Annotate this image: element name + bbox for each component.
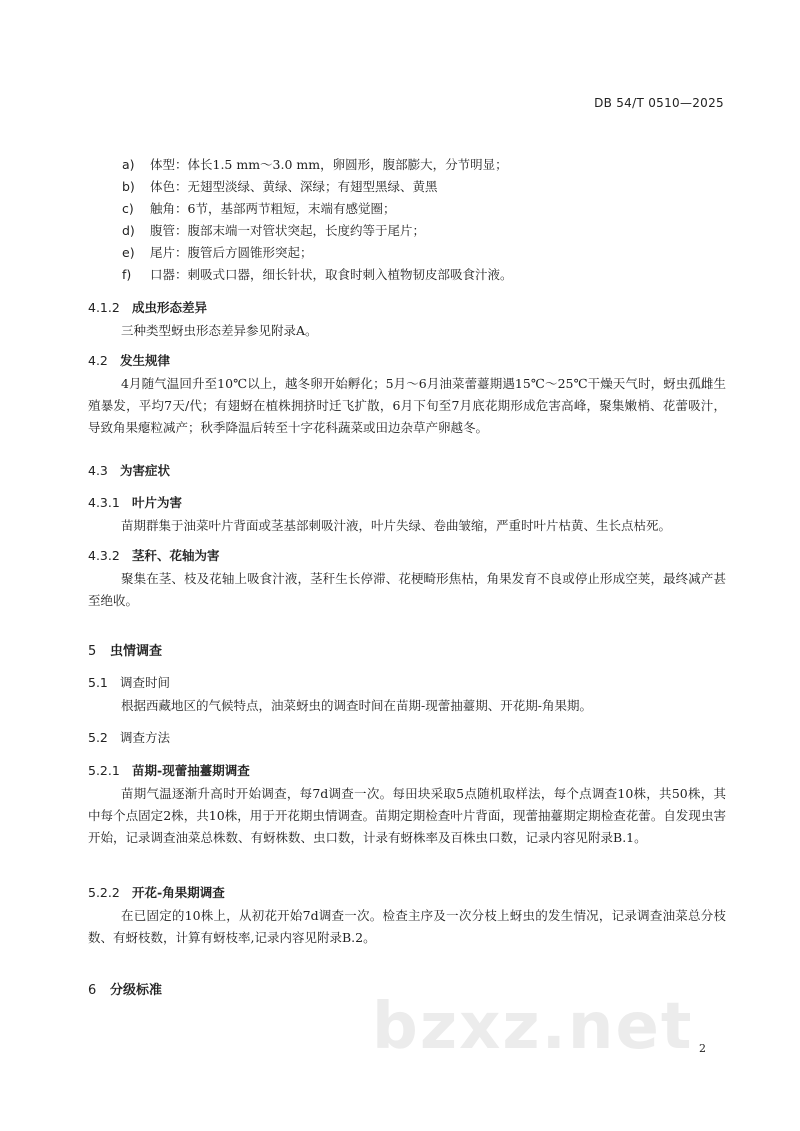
section-heading-5 [88, 640, 162, 659]
section-title: 调查时间 [120, 675, 171, 690]
list-marker: c) [122, 201, 134, 216]
section-number: 4.2 [88, 353, 108, 368]
list-item [122, 267, 513, 283]
section-heading-4-3 [88, 461, 170, 479]
section-title: 成虫形态差异 [132, 300, 208, 315]
section-heading-5-2-2 [88, 883, 225, 901]
standard-code: DB 54/T 0510—2025 [594, 96, 724, 110]
section-title: 调查方法 [120, 730, 171, 745]
watermark: bzxz.net [372, 990, 694, 1064]
section-title: 发生规律 [120, 353, 171, 368]
list-text: 口器：刺吸式口器，细长针状，取食时刺入植物韧皮部吸食汁液。 [150, 267, 513, 282]
section-body-5-2-2: 在已固定的10株上，从初花开始7d调查一次。检查主序及一次分枝上蚜虫的发生情况，记录调查油菜总分枝数、有蚜枝数，计算有蚜枝率,记录内容见附录B.2。 [88, 908, 726, 945]
section-body-4-3-1: 苗期群集于油菜叶片背面或茎基部刺吸汁液，叶片失绿、卷曲皱缩，严重时叶片枯黄、生长点枯死。 [121, 518, 672, 533]
list-text: 尾片：腹管后方圆锥形突起； [150, 245, 313, 260]
section-number: 4.3 [88, 463, 108, 478]
section-title: 开花-角果期调查 [132, 885, 225, 900]
section-heading-5-2 [88, 728, 170, 746]
section-body-5-2-1: 苗期气温逐渐升高时开始调查，每7d调查一次。每田块采取5点随机取样法，每个点调查10株，共50株，其中每个点固定2株，共10株，用于开花期虫情调查。苗期定期检查叶片背面，现蕾抽薹期定期检查花蕾。自发现虫害开始，记录调查油菜总株数、有蚜株数、虫口数，计录有蚜株率及百株虫口数，记录内容见附录B.1。 [88, 786, 726, 845]
list-text: 体型：体长1.5 mm～3.0 mm，卵圆形，腹部膨大，分节明显； [150, 157, 508, 172]
section-heading-4-2 [88, 351, 170, 369]
section-heading-4-3-1 [88, 493, 182, 511]
section-number: 5.2.2 [88, 885, 120, 900]
list-marker: a) [122, 157, 135, 172]
section-number: 5.1 [88, 675, 108, 690]
section-number: 5.2 [88, 730, 108, 745]
section-number: 5.2.1 [88, 763, 120, 778]
list-item [122, 157, 508, 173]
section-body-4-3-2: 聚集在茎、枝及花轴上吸食汁液，茎秆生长停滞、花梗畸形焦枯，角果发育不良或停止形成空荚，最终减产甚至绝收。 [88, 571, 726, 608]
list-marker: e) [122, 245, 135, 260]
section-heading-5-1 [88, 673, 170, 691]
section-title: 叶片为害 [132, 495, 183, 510]
section-title: 为害症状 [120, 463, 171, 478]
section-heading-5-2-1 [88, 761, 250, 779]
section-title: 苗期-现蕾抽薹期调查 [132, 763, 250, 778]
list-text: 触角：6节，基部两节粗短，末端有感觉圈； [150, 201, 396, 216]
list-marker: d) [122, 223, 135, 238]
page-number: 2 [699, 1042, 706, 1055]
section-number: 5 [88, 644, 97, 659]
section-number: 4.3.2 [88, 548, 120, 563]
list-item [122, 201, 395, 217]
section-body-4-2: 4月随气温回升至10℃以上，越冬卵开始孵化；5月～6月油菜蕾薹期遇15℃～25℃干燥天气时，蚜虫孤雌生殖暴发，平均7天/代；有翅蚜在植株拥挤时迁飞扩散，6月下旬至7月底花期形成危害高峰，聚集嫩梢、花蕾吸汁，导致角果瘪粒减产；秋季降温后转至十字花科蔬菜或田边杂草产卵越冬。 [88, 376, 726, 435]
section-number: 4.3.1 [88, 495, 120, 510]
list-item [122, 179, 438, 195]
list-marker: b) [122, 179, 135, 194]
list-marker: f) [122, 267, 132, 282]
section-heading-4-1-2 [88, 298, 207, 316]
list-text: 体色：无翅型淡绿、黄绿、深绿；有翅型黑绿、黄黑 [150, 179, 438, 194]
list-item [122, 223, 425, 239]
section-body-4-1-2: 三种类型蚜虫形态差异参见附录A。 [121, 323, 318, 338]
section-title: 茎秆、花轴为害 [132, 548, 220, 563]
section-number: 6 [88, 983, 97, 998]
section-heading-6 [88, 979, 162, 998]
list-item [122, 245, 313, 261]
section-number: 4.1.2 [88, 300, 120, 315]
section-title: 虫情调查 [110, 644, 163, 659]
section-heading-4-3-2 [88, 546, 220, 564]
section-title: 分级标准 [110, 983, 163, 998]
list-text: 腹管：腹部末端一对管状突起，长度约等于尾片； [150, 223, 426, 238]
section-body-5-1: 根据西藏地区的气候特点，油菜蚜虫的调查时间在苗期-现蕾抽薹期、开花期-角果期。 [121, 698, 592, 713]
